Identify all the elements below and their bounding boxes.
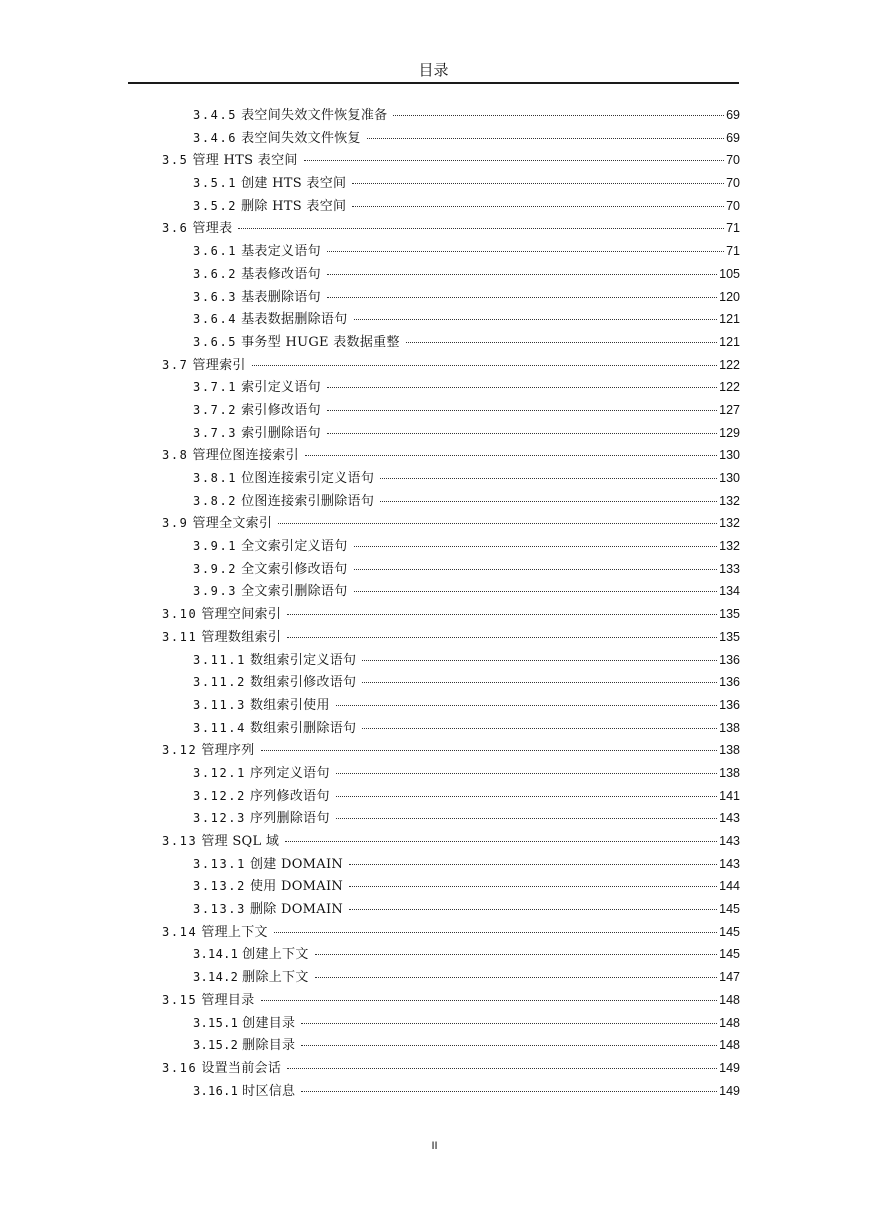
toc-entry[interactable] [162, 898, 740, 921]
toc-entry-page: 130 [719, 471, 740, 485]
toc-entry-title: 使用 DOMAIN [249, 879, 344, 895]
toc-entry-page: 122 [719, 357, 740, 372]
toc-entry-title: 管理空间索引 [201, 607, 282, 623]
toc-entry-title: 位图连接索引删除语句 [241, 493, 375, 509]
toc-entry-title: 位图连接索引定义语句 [241, 471, 375, 486]
toc-entry-number: 3.9.3 [193, 584, 238, 599]
toc-entry-number: 3.7.1 [193, 380, 238, 395]
toc-entry-title: 创建目录 [242, 1015, 296, 1031]
toc-entry[interactable] [162, 853, 740, 876]
toc-dot-leader [287, 637, 717, 638]
page-number: II [431, 1140, 438, 1152]
toc-entry[interactable] [162, 308, 740, 331]
toc-entry-page: 143 [719, 811, 740, 826]
toc-dot-leader [336, 796, 717, 797]
toc-entry-number: 3.5.1 [193, 176, 238, 191]
toc-entry[interactable] [162, 830, 740, 853]
toc-entry[interactable] [162, 127, 740, 150]
toc-entry-page: 148 [719, 992, 740, 1007]
toc-entry-title: 索引定义语句 [241, 380, 321, 396]
toc-entry-title: 全文索引修改语句 [241, 561, 348, 577]
toc-entry-page: 148 [719, 1015, 740, 1030]
toc-dot-leader [354, 319, 718, 320]
toc-entry-page: 138 [719, 743, 740, 758]
toc-entry-page: 132 [719, 516, 740, 531]
toc-dot-leader [304, 160, 724, 161]
toc-entry-page: 145 [719, 924, 740, 939]
toc-entry[interactable] [162, 149, 740, 172]
toc-entry[interactable] [162, 694, 740, 717]
toc-dot-leader [315, 977, 717, 978]
toc-entry-title: 管理目录 [201, 992, 255, 1008]
toc-dot-leader [362, 728, 717, 729]
toc-entry-title: 管理 SQL 域 [201, 834, 280, 849]
toc-entry-title: 管理表 [192, 221, 233, 237]
page-footer [0, 1140, 869, 1152]
toc-entry-title: 全文索引删除语句 [241, 584, 348, 600]
toc-entry[interactable] [162, 217, 740, 240]
toc-entry-number: 3.9.1 [193, 539, 238, 554]
toc-entry-number: 3.9.2 [193, 561, 238, 576]
toc-entry-title: 创建 HTS 表空间 [241, 176, 347, 192]
toc-entry[interactable] [162, 1080, 740, 1103]
header-title: 目录 [418, 61, 449, 79]
toc-entry-title: 设置当前会话 [201, 1060, 282, 1076]
toc-entry-title: 基表数据删除语句 [241, 312, 348, 328]
toc-entry-number: 3.11.1 [193, 652, 246, 667]
toc-dot-leader [380, 501, 717, 502]
toc-entry-number: 3.12.1 [193, 765, 246, 780]
toc-entry-number: 3.6 [162, 221, 189, 236]
toc-dot-leader [252, 365, 717, 366]
toc-entry[interactable] [162, 739, 740, 762]
toc-entry[interactable] [162, 1012, 740, 1035]
toc-entry[interactable] [162, 1057, 740, 1080]
toc-entry[interactable] [162, 376, 740, 399]
toc-entry-number: 3.5 [162, 153, 189, 168]
toc-entry-number: 3.14.1 [193, 947, 239, 962]
toc-entry[interactable] [162, 603, 740, 626]
toc-entry-page: 135 [719, 629, 740, 644]
toc-entry-page: 132 [719, 493, 740, 508]
toc-dot-leader [354, 591, 718, 592]
toc-entry-number: 3.8 [162, 448, 189, 463]
toc-dot-leader [305, 455, 717, 456]
toc-dot-leader [336, 773, 717, 774]
toc-entry-page: 141 [719, 788, 740, 803]
toc-entry-page: 136 [719, 697, 740, 712]
toc-entry-number: 3.4.6 [193, 130, 238, 145]
toc-entry-title: 管理索引 [192, 357, 246, 373]
toc-dot-leader [406, 342, 717, 343]
toc-entry-page: 71 [726, 221, 740, 236]
toc-entry-number: 3.13.1 [193, 856, 246, 871]
toc-entry[interactable] [162, 422, 740, 445]
toc-entry-number: 3.10 [162, 607, 198, 622]
toc-entry-title: 索引删除语句 [241, 425, 321, 441]
toc-entry-title: 数组索引修改语句 [249, 675, 357, 691]
toc-entry[interactable] [162, 558, 740, 581]
toc-entry[interactable] [162, 331, 740, 354]
toc-entry-number: 3.11.4 [193, 720, 246, 735]
toc-entry-title: 管理全文索引 [192, 516, 273, 532]
toc-entry-page: 143 [719, 856, 740, 871]
toc-entry[interactable] [162, 762, 740, 785]
toc-entry-page: 122 [719, 380, 740, 395]
toc-entry-number: 3.15.2 [193, 1038, 239, 1053]
toc-dot-leader [327, 297, 717, 298]
toc-entry-number: 3.16 [162, 1060, 198, 1075]
toc-entry-page: 105 [719, 266, 740, 281]
toc-entry-number: 3.15.1 [193, 1015, 239, 1030]
toc-entry-number: 3.12.2 [193, 788, 246, 803]
toc-entry-number: 3.8.1 [193, 471, 238, 485]
toc-entry-page: 144 [719, 879, 740, 894]
toc-entry-number: 3.7 [162, 357, 189, 372]
toc-dot-leader [315, 954, 717, 955]
toc-entry-number: 3.4.5 [193, 108, 238, 122]
toc-entry[interactable] [162, 921, 740, 944]
toc-entry-page: 121 [719, 334, 740, 349]
toc-entry[interactable] [162, 943, 740, 966]
toc-entry-title: 序列定义语句 [249, 765, 330, 781]
toc-entry-number: 3.14.2 [193, 970, 239, 985]
toc-dot-leader [278, 523, 717, 524]
toc-entry[interactable] [162, 966, 740, 989]
toc-entry-title: 表空间失效文件恢复 [241, 130, 361, 146]
toc-dot-leader [301, 1091, 717, 1092]
toc-entry-title: 索引修改语句 [241, 402, 321, 418]
toc-entry-number: 3.13.3 [193, 902, 246, 917]
toc-entry-title: 创建上下文 [242, 947, 309, 963]
toc-entry[interactable] [162, 104, 740, 127]
toc-dot-leader [352, 206, 724, 207]
toc-entry-page: 130 [719, 448, 740, 463]
toc-dot-leader [349, 886, 717, 887]
toc-entry[interactable] [162, 671, 740, 694]
toc-entry-number: 3.12 [162, 743, 198, 758]
toc-entry-page: 148 [719, 1038, 740, 1053]
toc-entry-title: 数组索引定义语句 [249, 652, 357, 668]
toc-entry[interactable] [162, 535, 740, 558]
toc-entry[interactable] [162, 807, 740, 830]
toc-entry-title: 管理 HTS 表空间 [192, 153, 298, 169]
toc-dot-leader [336, 818, 717, 819]
toc-dot-leader [354, 546, 718, 547]
toc-dot-leader [327, 274, 717, 275]
toc-dot-leader [287, 614, 717, 615]
toc-dot-leader [285, 841, 717, 842]
toc-entry-page: 145 [719, 947, 740, 962]
toc-entry-number: 3.14 [162, 924, 198, 939]
toc-entry[interactable] [162, 512, 740, 535]
toc-entry-title: 基表修改语句 [241, 266, 321, 282]
toc-entry-page: 69 [726, 130, 740, 145]
toc-entry[interactable] [162, 626, 740, 649]
toc-dot-leader [327, 433, 717, 434]
toc-entry-number: 3.11 [162, 629, 198, 644]
toc-entry-title: 全文索引定义语句 [241, 539, 348, 555]
toc-entry[interactable] [162, 399, 740, 422]
toc-dot-leader [354, 569, 718, 570]
toc-dot-leader [362, 660, 717, 661]
toc-entry[interactable] [162, 490, 740, 513]
toc-entry[interactable] [162, 989, 740, 1012]
toc-entry-number: 3.12.3 [193, 811, 246, 826]
toc-entry-page: 143 [719, 834, 740, 848]
toc-entry-page: 136 [719, 652, 740, 667]
toc-entry-number: 3.15 [162, 992, 198, 1007]
toc-entry-title: 时区信息 [242, 1083, 296, 1099]
toc-entry-page: 71 [726, 244, 740, 259]
toc-entry-page: 136 [719, 675, 740, 690]
toc-entry-number: 3.5.2 [193, 198, 238, 213]
toc-entry[interactable] [162, 172, 740, 195]
toc-entry-number: 3.13.2 [193, 879, 246, 894]
toc-entry[interactable] [162, 354, 740, 377]
toc-entry[interactable] [162, 649, 740, 672]
toc-dot-leader [327, 410, 717, 411]
toc-entry-page: 121 [719, 312, 740, 327]
toc-dot-leader [349, 909, 717, 910]
toc-entry-number: 3.7.2 [193, 402, 238, 417]
toc-entry[interactable] [162, 263, 740, 286]
toc-entry-number: 3.11.2 [193, 675, 246, 690]
toc-dot-leader [362, 682, 717, 683]
toc-entry-title: 管理序列 [201, 743, 255, 759]
toc-dot-leader [301, 1045, 717, 1046]
toc-dot-leader [349, 864, 717, 865]
toc-entry-number: 3.6.2 [193, 266, 238, 281]
toc-entry-page: 134 [719, 584, 740, 599]
toc-entry-page: 149 [719, 1060, 740, 1075]
toc-dot-leader [327, 251, 724, 252]
toc-entry-page: 138 [719, 720, 740, 735]
toc-entry-title: 管理位图连接索引 [192, 448, 299, 464]
toc-entry-title: 事务型 HUGE 表数据重整 [241, 334, 400, 350]
toc-entry-page: 133 [719, 561, 740, 576]
toc-entry-number: 3.6.3 [193, 289, 238, 304]
toc-entry-title: 基表定义语句 [241, 244, 321, 260]
toc-entry[interactable] [162, 580, 740, 603]
toc-entry-number: 3.7.3 [193, 425, 238, 440]
toc-entry-title: 管理数组索引 [201, 629, 282, 645]
toc-dot-leader [352, 183, 724, 184]
toc-dot-leader [238, 228, 724, 229]
toc-entry-number: 3.8.2 [193, 493, 238, 508]
toc-entry-number: 3.13 [162, 834, 198, 848]
toc-entry-number: 3.11.3 [193, 697, 246, 712]
toc-entry[interactable] [162, 875, 740, 898]
toc-entry-title: 删除 DOMAIN [249, 902, 344, 918]
toc-dot-leader [287, 1068, 717, 1069]
toc-entry-page: 70 [726, 153, 740, 168]
toc-entry[interactable] [162, 1034, 740, 1057]
toc-entry-page: 69 [726, 108, 740, 122]
toc-dot-leader [261, 1000, 718, 1001]
toc-entry-title: 删除目录 [242, 1038, 296, 1054]
toc-entry-page: 145 [719, 902, 740, 917]
toc-entry[interactable] [162, 195, 740, 218]
toc-entry-number: 3.6.5 [193, 334, 238, 349]
toc-dot-leader [261, 750, 718, 751]
toc-entry-page: 70 [726, 198, 740, 213]
toc-entry[interactable] [162, 717, 740, 740]
toc-entry-page: 135 [719, 607, 740, 622]
toc-entry[interactable] [162, 444, 740, 467]
toc-entry-page: 147 [719, 970, 740, 985]
toc-entry[interactable] [162, 785, 740, 808]
table-of-contents [162, 104, 740, 1102]
toc-entry-number: 3.16.1 [193, 1083, 239, 1098]
toc-dot-leader [301, 1023, 717, 1024]
toc-entry-title: 管理上下文 [201, 924, 268, 940]
toc-dot-leader [380, 478, 717, 479]
toc-entry-title: 删除 HTS 表空间 [241, 198, 347, 214]
toc-entry-title: 基表删除语句 [241, 289, 321, 305]
toc-entry-page: 70 [726, 176, 740, 191]
toc-entry[interactable] [162, 467, 740, 490]
toc-dot-leader [327, 387, 717, 388]
toc-entry-page: 138 [719, 765, 740, 780]
toc-dot-leader [336, 705, 717, 706]
toc-entry-title: 创建 DOMAIN [249, 856, 344, 872]
toc-entry-page: 127 [719, 402, 740, 417]
toc-dot-leader [367, 138, 724, 139]
page-header [128, 60, 739, 84]
toc-entry-page: 132 [719, 539, 740, 554]
toc-entry[interactable] [162, 286, 740, 309]
toc-entry-number: 3.9 [162, 516, 189, 531]
toc-entry-title: 序列修改语句 [249, 788, 330, 804]
toc-entry-title: 删除上下文 [242, 970, 309, 986]
toc-entry[interactable] [162, 240, 740, 263]
toc-entry-title: 数组索引删除语句 [249, 720, 357, 736]
toc-entry-page: 120 [719, 289, 740, 304]
toc-entry-page: 149 [719, 1083, 740, 1098]
toc-entry-number: 3.6.1 [193, 244, 238, 259]
toc-entry-title: 序列删除语句 [249, 811, 330, 827]
toc-dot-leader [393, 115, 724, 116]
toc-entry-title: 表空间失效文件恢复准备 [241, 108, 388, 123]
toc-entry-title: 数组索引使用 [249, 697, 330, 713]
toc-entry-number: 3.6.4 [193, 312, 238, 327]
toc-dot-leader [274, 932, 717, 933]
toc-entry-page: 129 [719, 425, 740, 440]
